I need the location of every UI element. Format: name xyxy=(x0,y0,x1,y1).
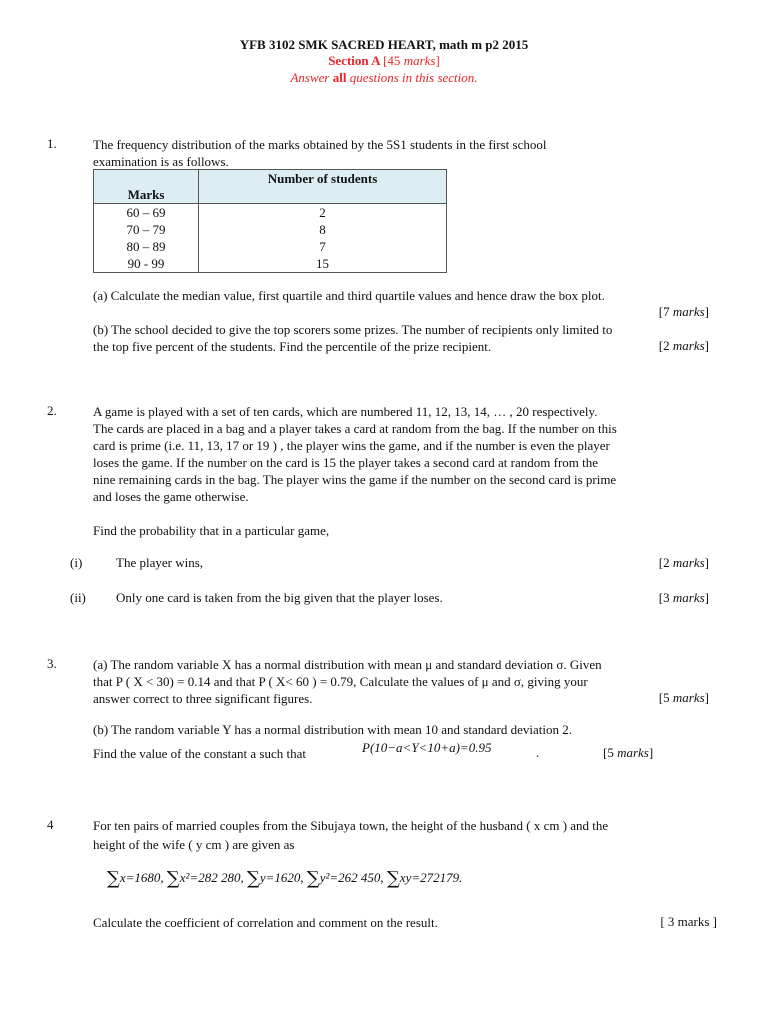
sigma-symbol: ∑ xyxy=(306,868,320,889)
sigma-symbol: ∑ xyxy=(166,868,180,889)
table-row: 60 – 69 2 xyxy=(94,204,447,222)
question-2i-text: The player wins, xyxy=(116,555,204,570)
question-4-line-2: height of the wife ( y cm ) are given as xyxy=(93,837,295,852)
question-4-line-1: For ten pairs of married couples from the Sibujaya town, the height of the husband ( x cm ) and the xyxy=(93,818,609,833)
question-4-marks: [ 3 marks ] xyxy=(660,914,717,929)
sum-x: x=1680, xyxy=(119,870,164,885)
frequency-table xyxy=(93,169,447,273)
question-2-line-4: loses the game. If the number on the card is 15 the player takes a second card at random from the xyxy=(93,455,599,470)
question-1a-text: (a) Calculate the median value, first quartile and third quartile values and hence draw the box plot. xyxy=(93,288,605,303)
table-row: 70 – 79 8 xyxy=(94,221,447,238)
question-2-line-2: The cards are placed in a bag and a player takes a card at random from the bag. If the number on this xyxy=(93,421,617,436)
question-1b-line-1: (b) The school decided to give the top scorers some prizes. The number of recipients only limited to xyxy=(93,322,613,337)
question-2-line-3: card is prime (i.e. 11, 13, 17 or 19 ) , the player wins the game, and if the number is even the player xyxy=(93,438,610,453)
question-2-line-1: A game is played with a set of ten cards, which are numbered 11, 12, 13, 14, … , 20 respectively. xyxy=(93,404,598,419)
section-instruction: Answer all questions in this section. xyxy=(290,70,478,85)
question-1a-marks: [7 marks] xyxy=(658,304,709,319)
summation-line xyxy=(107,868,462,889)
question-3a-marks: [5 marks] xyxy=(658,690,709,705)
question-2-line-5: nine remaining cards in the bag. The player wins the game if the number on the second card is prime xyxy=(93,472,617,487)
question-1b-marks: [2 marks] xyxy=(658,338,709,353)
section-heading: Section A [45 marks] xyxy=(328,53,440,68)
question-4-calc: Calculate the coefficient of correlation and comment on the result. xyxy=(93,915,438,930)
question-1-line-2: examination is as follows. xyxy=(93,154,229,169)
question-3a-line-2: that P ( X < 30) = 0.14 and that P ( X< 60 ) = 0.79, Calculate the values of μ and σ, giving your xyxy=(93,674,588,689)
question-1-line-1: The frequency distribution of the marks obtained by the 5S1 students in the first school xyxy=(93,137,547,152)
question-3-number: 3. xyxy=(47,656,57,671)
page-title: YFB 3102 SMK SACRED HEART, math m p2 2015 xyxy=(239,37,529,52)
question-3b-marks: [5 marks] xyxy=(603,745,654,760)
question-2ii-marks: [3 marks] xyxy=(658,590,709,605)
formula-period: . xyxy=(536,745,540,760)
question-4-number: 4 xyxy=(47,817,54,832)
question-2-line-6: and loses the game otherwise. xyxy=(93,489,249,504)
table-header-marks: Marks xyxy=(94,170,199,204)
question-2ii-label: (ii) xyxy=(70,590,86,605)
sigma-symbol: ∑ xyxy=(246,868,260,889)
sigma-symbol: ∑ xyxy=(107,868,120,889)
question-3b-line-1: (b) The random variable Y has a normal distribution with mean 10 and standard deviation 2. xyxy=(93,722,572,737)
table-row: 90 - 99 15 xyxy=(94,255,447,273)
question-3a-line-1: (a) The random variable X has a normal distribution with mean μ and standard deviation σ. Given xyxy=(93,657,602,672)
table-header-students: Number of students xyxy=(199,170,447,204)
probability-formula: P(10−a<Y<10+a)=0.95 xyxy=(362,740,492,755)
sum-y: y=1620, xyxy=(259,870,304,885)
question-3a-line-3: answer correct to three significant figures. xyxy=(93,691,313,706)
table-row: 80 – 89 7 xyxy=(94,238,447,255)
question-3b-line-2: Find the value of the constant a such that xyxy=(93,746,307,761)
sum-x-squared: x²=282 280, xyxy=(179,870,244,885)
question-1b-line-2: the top five percent of the students. Find the percentile of the prize recipient. xyxy=(93,339,492,354)
question-1-number: 1. xyxy=(47,136,57,151)
question-2ii-text: Only one card is taken from the big given that the player loses. xyxy=(116,590,443,605)
question-2i-marks: [2 marks] xyxy=(658,555,709,570)
sum-xy: xy=272179. xyxy=(399,870,463,885)
question-2-find: Find the probability that in a particular game, xyxy=(93,523,330,538)
question-2-number: 2. xyxy=(47,403,57,418)
question-2i-label: (i) xyxy=(70,555,83,570)
sigma-symbol: ∑ xyxy=(386,868,400,889)
sum-y-squared: y²=262 450, xyxy=(319,870,384,885)
